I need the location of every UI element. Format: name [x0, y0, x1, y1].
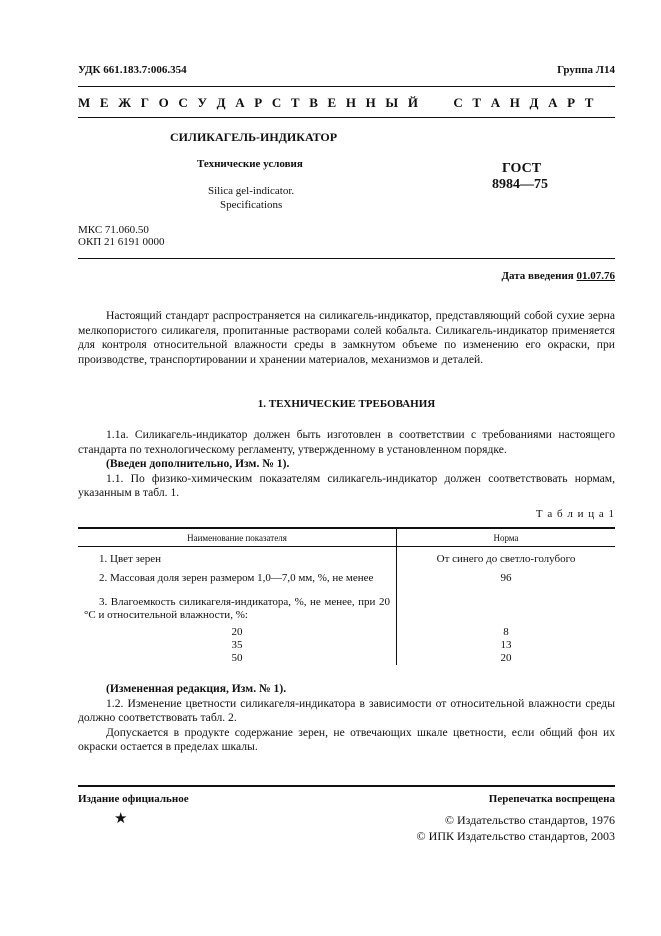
- reprint-prohibited: Перепечатка воспрещена: [488, 793, 615, 805]
- gost-number: 8984—75: [492, 177, 548, 192]
- english-title-line2: Specifications: [220, 199, 283, 211]
- capacity-50: 20: [500, 652, 512, 664]
- table-row1-name: 1. Цвет зерен: [99, 553, 162, 565]
- intro-paragraph-block: [78, 309, 615, 367]
- intro-paragraph: Настоящий стандарт распространяется на силикагель-индикатор, представляющий собой сухие зерна мелкопористого силикагеля, пропитанные растворами солей кобальта. Силикагель-индикатор применяется для контроля относительной влажности среды в замкнутом объеме по изменению его окраски, при производстве, транспортировании и хранении материалов, механизмов и деталей.: [78, 309, 615, 366]
- copyright-2003: © ИПК Издательство стандартов, 2003: [416, 829, 615, 843]
- table-col2-header: Норма: [493, 533, 519, 543]
- amendment-note: (Измененная редакция, Изм. № 1).: [106, 682, 287, 695]
- capacity-35: 13: [500, 639, 512, 651]
- interstate-standard-banner: М Е Ж Г О С У Д А Р С Т В Е Н Н Ы Й С Т А Н Д А Р Т: [78, 95, 597, 110]
- clause-1-1a: 1.1а. Силикагель-индикатор должен быть изготовлен в соответствии с требованиями настоящего стандарта по технологическому регламенту, утвержденному в установленном порядке.: [78, 428, 615, 456]
- humidity-35: 35: [231, 639, 243, 651]
- document-subtitle: Технические условия: [197, 158, 303, 170]
- okp-code: ОКП 21 6191 0000: [78, 236, 165, 248]
- footer-rule: [78, 785, 615, 787]
- table-row3-name: 3. Влагоемкость силикагеля-индикатора, %, не менее, при 20 °С и относительной влажности, %:: [84, 596, 390, 621]
- copyright-1976: © Издательство стандартов, 1976: [444, 813, 615, 827]
- document-title: СИЛИКАГЕЛЬ-ИНДИКАТОР: [170, 130, 338, 144]
- official-edition: Издание официальное: [78, 793, 189, 805]
- table-row2-value: 96: [500, 572, 512, 584]
- table-row2-name: 2. Массовая доля зерен размером 1,0—7,0 мм, %, не менее: [99, 572, 374, 584]
- udk-code: УДК 661.183.7:006.354: [78, 64, 187, 76]
- table-sub-humidity: [78, 626, 396, 665]
- capacity-20: 8: [503, 626, 509, 638]
- after-table-text: [78, 682, 615, 755]
- table-row1-value: От синего до светло-голубого: [436, 553, 576, 565]
- table-header-rule: [78, 546, 615, 547]
- clause-1-1: 1.1. По физико-химическим показателям силикагель-индикатор должен соответствовать нормам, указанным в табл. 1.: [78, 471, 615, 500]
- gost-label: ГОСТ: [502, 161, 542, 176]
- codes-divider: [78, 258, 615, 259]
- english-title-line1: Silica gel-indicator.: [208, 185, 295, 197]
- section-heading: 1. ТЕХНИЧЕСКИЕ ТРЕБОВАНИЯ: [257, 398, 436, 410]
- group-code: Группа Л14: [557, 64, 615, 76]
- mks-code: МКС 71.060.50: [78, 224, 149, 236]
- table1-caption: Т а б л и ц а 1: [535, 508, 615, 520]
- clause-1-2-addendum: Допускается в продукте содержание зерен, не отвечающих шкале цветности, если общий фон их окраски остается в пределах шкалы.: [78, 725, 615, 754]
- table-sub-values: [397, 626, 615, 665]
- intro-date: [501, 270, 615, 282]
- humidity-20: 20: [231, 626, 243, 638]
- clause-1-1a-note: (Введен дополнительно, Изм. № 1).: [106, 457, 290, 471]
- clause-1-2: 1.2. Изменение цветности силикагеля-индикатора в зависимости от относительной влажности среды должно соответствовать табл. 2.: [78, 696, 615, 725]
- intro-date-label: Дата введения: [501, 270, 574, 282]
- banner-divider: [78, 117, 615, 118]
- intro-date-value: 01.07.76: [576, 270, 615, 282]
- humidity-50: 50: [231, 652, 243, 664]
- star-icon: ★: [114, 811, 128, 827]
- top-divider: [78, 86, 615, 87]
- table-col1-header: Наименование показателя: [187, 533, 287, 543]
- section1-text: [78, 428, 615, 501]
- table-top-rule: [78, 527, 615, 529]
